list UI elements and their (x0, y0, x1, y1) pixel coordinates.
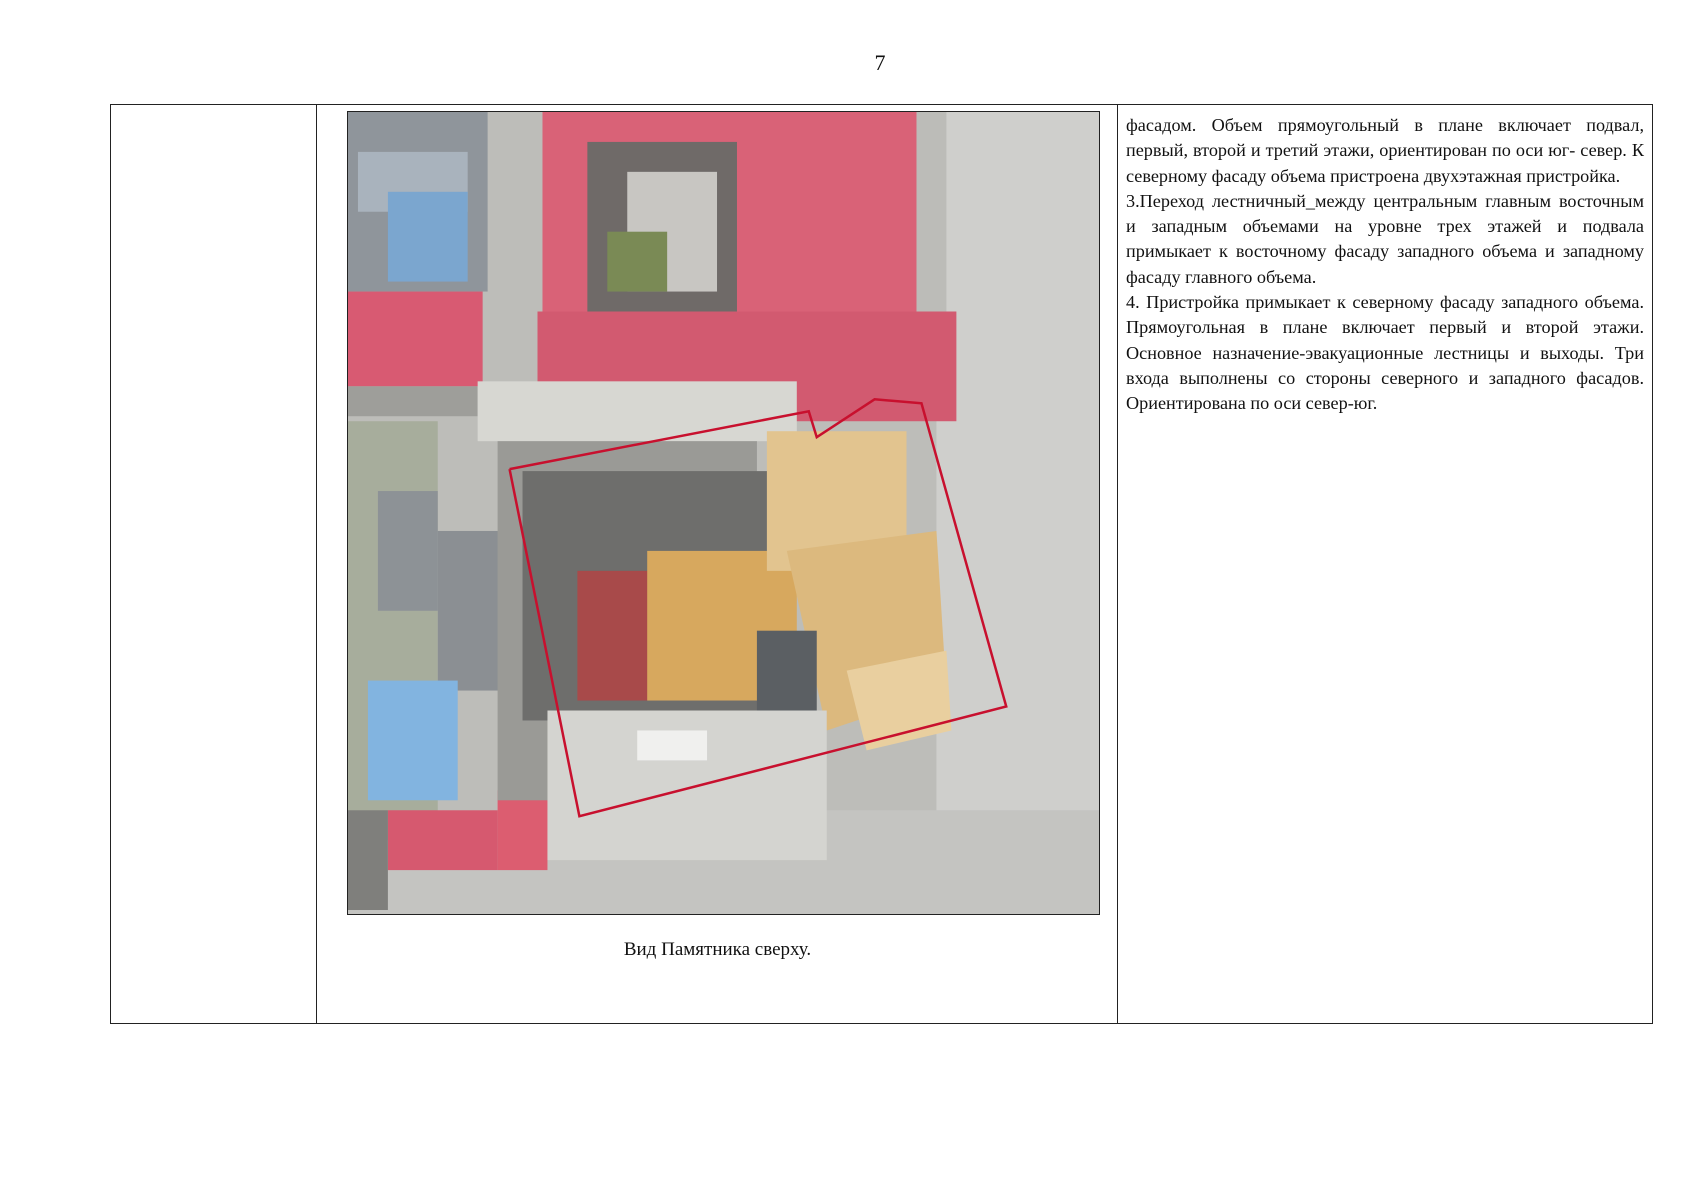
table-cell-figure (317, 105, 1118, 1023)
page-number: 7 (874, 50, 886, 75)
aerial-photo (347, 111, 1100, 915)
table-cell-left-empty (111, 105, 317, 1023)
aerial-photo-drawing (348, 112, 1099, 914)
paragraph-2: 3.Переход лестничный_между центральным главным восточным и западным объемами на уровне трех этажей и подвала примыкает к восточному фасаду западного объема и западному фасаду главного объема. (1126, 190, 1644, 287)
paragraph-3: 4. Пристройка примыкает к северному фасаду западного объема. Прямоугольная в плане включает первый и второй этажи. Основное назначение-эвакуационные лестницы и выходы. Три входа выполнены со стороны северного и западного фасадов. Ориентирована по оси север-юг. (1126, 292, 1644, 414)
document-table (110, 104, 1653, 1024)
figure-caption: Вид Памятника сверху. (623, 939, 812, 960)
paragraph-1: фасадом. Объем прямоугольный в плане включает подвал, первый, второй и третий этажи, ориентирован по оси юг- север. К северному фасаду объема пристроена двухэтажная пристройка. (1126, 115, 1644, 186)
table-cell-text (1118, 105, 1652, 1023)
